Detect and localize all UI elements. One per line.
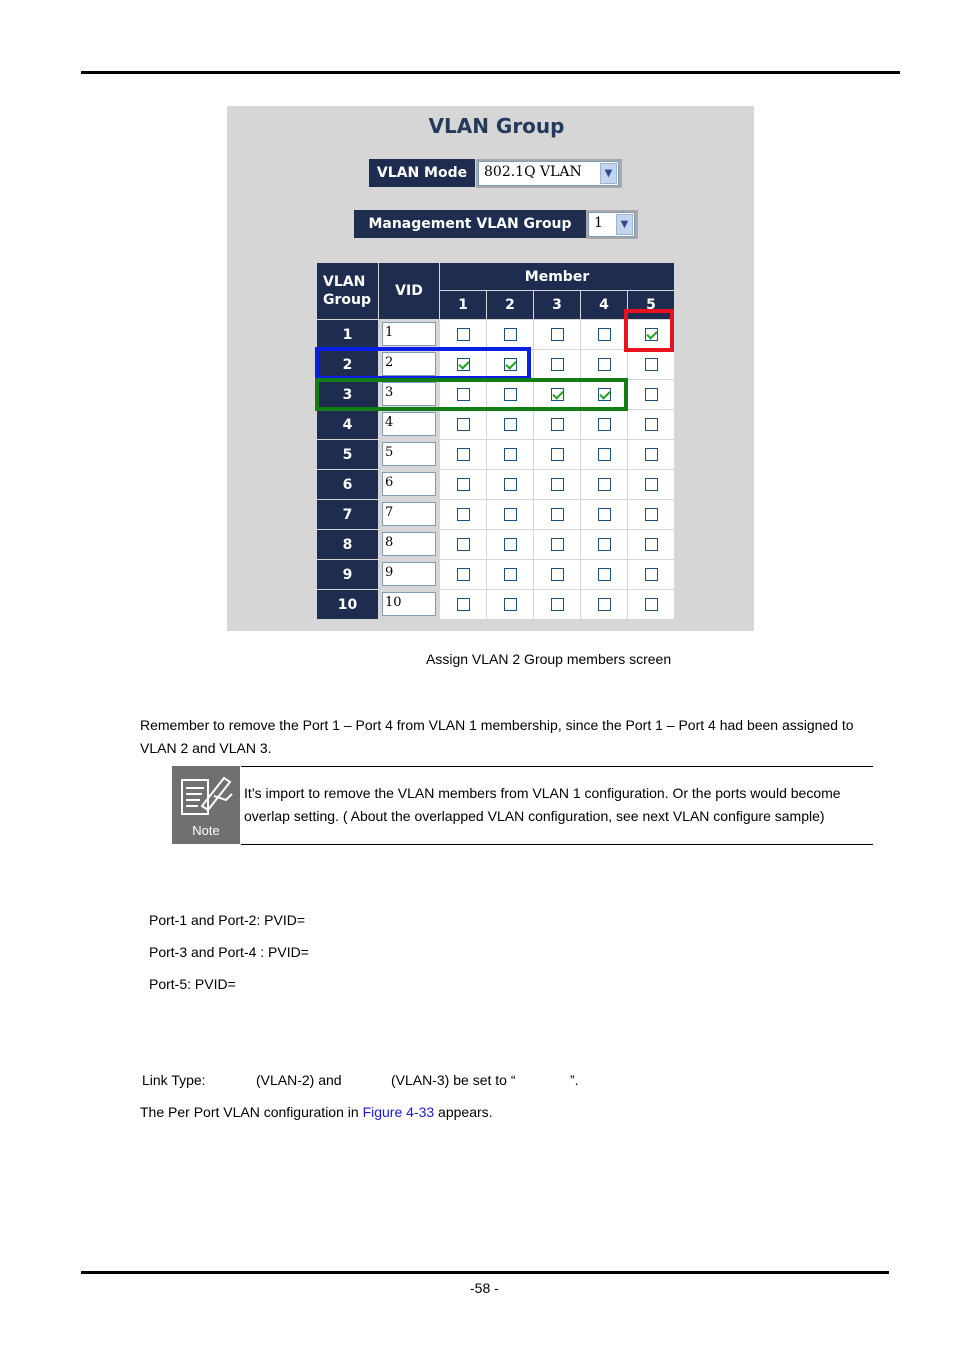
member-checkbox-port-4[interactable] — [598, 598, 611, 611]
member-checkbox-port-1[interactable] — [457, 538, 470, 551]
member-checkbox-port-1[interactable] — [457, 508, 470, 521]
table-row — [317, 320, 675, 350]
vid-input[interactable]: 3 — [382, 382, 436, 406]
highlight-vlan2-row — [315, 347, 531, 380]
member-checkbox-port-3[interactable] — [551, 568, 564, 581]
member-checkbox-port-3[interactable] — [551, 478, 564, 491]
pvid-line-3: Port-5: PVID= — [149, 976, 236, 992]
vlan-group-number: 6 — [317, 470, 379, 500]
linktype-end: ”. — [570, 1072, 579, 1088]
table-row — [317, 560, 675, 590]
member-checkbox-port-3[interactable] — [551, 538, 564, 551]
vlan-group-number: 1 — [317, 320, 379, 350]
member-cell — [628, 590, 675, 620]
member-checkbox-port-4[interactable] — [598, 418, 611, 431]
member-cell — [534, 470, 581, 500]
management-vlan-value: 1 — [594, 215, 603, 231]
member-checkbox-port-2[interactable] — [504, 418, 517, 431]
member-checkbox-port-4[interactable] — [598, 538, 611, 551]
member-cell — [440, 590, 487, 620]
vlan-mode-select[interactable] — [478, 161, 619, 186]
member-cell — [440, 530, 487, 560]
member-cell — [487, 560, 534, 590]
member-checkbox-port-3[interactable] — [551, 328, 564, 341]
member-cell — [487, 320, 534, 350]
figure-link[interactable]: Figure 4-33 — [362, 1104, 435, 1120]
member-checkbox-port-2[interactable] — [504, 538, 517, 551]
member-cell — [581, 530, 628, 560]
vid-cell — [379, 500, 440, 530]
vlan-group-number: 4 — [317, 410, 379, 440]
highlight-vlan3-row — [315, 378, 628, 411]
member-cell — [534, 440, 581, 470]
member-cell — [581, 320, 628, 350]
member-cell — [628, 350, 675, 380]
member-checkbox-port-3[interactable] — [551, 448, 564, 461]
vid-input[interactable]: 8 — [382, 532, 436, 556]
member-checkbox-port-4[interactable] — [598, 478, 611, 491]
vid-cell — [379, 470, 440, 500]
col-header-port-1: 1 — [440, 291, 487, 320]
vlan-group-title: VLAN Group — [428, 114, 565, 138]
member-checkbox-port-5[interactable] — [645, 448, 658, 461]
vid-input[interactable]: 10 — [382, 592, 436, 616]
member-cell — [581, 350, 628, 380]
member-checkbox-port-3[interactable] — [551, 508, 564, 521]
member-checkbox-port-5[interactable] — [645, 538, 658, 551]
col-header-vlan-group — [317, 263, 379, 320]
member-checkbox-port-1[interactable] — [457, 568, 470, 581]
member-checkbox-port-4[interactable] — [598, 328, 611, 341]
vlan-member-table — [316, 262, 675, 620]
member-cell — [534, 500, 581, 530]
figure-caption: Assign VLAN 2 Group members screen — [426, 651, 672, 667]
chevron-down-icon: ▼ — [600, 163, 617, 184]
member-cell — [628, 380, 675, 410]
management-vlan-label: Management VLAN Group — [354, 210, 586, 238]
member-cell — [628, 470, 675, 500]
table-row — [317, 470, 675, 500]
table-row — [317, 530, 675, 560]
note-top-rule — [241, 766, 873, 767]
member-cell — [581, 410, 628, 440]
vid-input[interactable]: 2 — [382, 352, 436, 376]
col-header-port-3: 3 — [534, 291, 581, 320]
member-cell — [440, 320, 487, 350]
member-cell — [487, 410, 534, 440]
table-row — [317, 440, 675, 470]
member-checkbox-port-5[interactable] — [645, 418, 658, 431]
member-cell — [440, 410, 487, 440]
col-header-port-4: 4 — [581, 291, 628, 320]
table-row — [317, 500, 675, 530]
member-checkbox-port-2[interactable] — [504, 478, 517, 491]
member-checkbox-port-3[interactable] — [551, 358, 564, 371]
member-checkbox-port-1[interactable] — [457, 328, 470, 341]
highlight-vlan1-port5 — [624, 309, 674, 352]
member-cell — [440, 500, 487, 530]
footer-rule — [81, 1271, 889, 1274]
member-checkbox-port-4[interactable] — [598, 358, 611, 371]
perport-before: The Per Port VLAN configuration in — [140, 1104, 363, 1120]
member-cell — [487, 470, 534, 500]
pvid-line-1: Port-1 and Port-2: PVID= — [149, 912, 306, 928]
vlan-mode-value: 802.1Q VLAN — [484, 164, 582, 180]
vlan-group-number: 2 — [317, 350, 379, 380]
management-vlan-select[interactable] — [588, 212, 635, 237]
member-checkbox-port-5[interactable] — [645, 478, 658, 491]
vid-cell — [379, 440, 440, 470]
vid-input[interactable]: 1 — [382, 322, 436, 346]
member-cell — [534, 410, 581, 440]
member-checkbox-port-1[interactable] — [457, 598, 470, 611]
chevron-down-icon: ▼ — [616, 214, 633, 235]
member-cell — [581, 560, 628, 590]
col-header-port-2: 2 — [487, 291, 534, 320]
member-checkbox-port-3[interactable] — [551, 598, 564, 611]
vid-cell — [379, 320, 440, 350]
perport-after: appears. — [434, 1104, 493, 1120]
vid-input[interactable]: 5 — [382, 442, 436, 466]
vid-cell — [379, 530, 440, 560]
member-cell — [581, 500, 628, 530]
member-checkbox-port-4[interactable] — [598, 448, 611, 461]
vid-input[interactable]: 6 — [382, 472, 436, 496]
linktype-vlan2: (VLAN-2) and — [256, 1072, 342, 1088]
member-checkbox-port-2[interactable] — [504, 508, 517, 521]
member-cell — [440, 560, 487, 590]
vlan-group-number: 7 — [317, 500, 379, 530]
member-cell — [581, 470, 628, 500]
member-checkbox-port-3[interactable] — [551, 418, 564, 431]
member-cell — [534, 590, 581, 620]
member-cell — [628, 440, 675, 470]
member-cell — [487, 530, 534, 560]
member-cell — [628, 500, 675, 530]
member-checkbox-port-2[interactable] — [504, 448, 517, 461]
pvid-line-2: Port-3 and Port-4 : PVID= — [149, 944, 309, 960]
member-checkbox-port-1[interactable] — [457, 478, 470, 491]
page-number: -58 - — [470, 1280, 499, 1296]
member-checkbox-port-4[interactable] — [598, 568, 611, 581]
member-cell — [581, 590, 628, 620]
member-cell — [628, 560, 675, 590]
vid-cell — [379, 560, 440, 590]
linktype-vlan3: (VLAN-3) be set to “ — [391, 1072, 516, 1088]
member-cell — [487, 590, 534, 620]
member-checkbox-port-5[interactable] — [645, 568, 658, 581]
note-icon — [172, 766, 240, 844]
vid-input[interactable]: 9 — [382, 562, 436, 586]
member-cell — [487, 440, 534, 470]
vlan-group-number: 3 — [317, 380, 379, 410]
vid-input[interactable]: 4 — [382, 412, 436, 436]
member-cell — [628, 530, 675, 560]
table-row — [317, 410, 675, 440]
member-checkbox-port-1[interactable] — [457, 418, 470, 431]
vlan-group-number: 8 — [317, 530, 379, 560]
col-header-group: Group — [323, 292, 372, 308]
member-cell — [440, 470, 487, 500]
member-cell — [628, 410, 675, 440]
note-bottom-rule — [241, 844, 873, 845]
member-checkbox-port-5[interactable] — [645, 358, 658, 371]
note-text: It’s import to remove the VLAN members from VLAN 1 configuration. Or the ports would become overlap setting. ( About the overlapped VLAN configuration, see next VLAN configure sample) — [244, 785, 841, 824]
member-checkbox-port-2[interactable] — [504, 328, 517, 341]
member-checkbox-port-2[interactable] — [504, 598, 517, 611]
member-checkbox-port-4[interactable] — [598, 508, 611, 521]
col-header-port-5: 5 — [628, 291, 675, 320]
member-checkbox-port-1[interactable] — [457, 448, 470, 461]
vid-cell — [379, 410, 440, 440]
member-cell — [534, 530, 581, 560]
member-checkbox-port-5[interactable] — [645, 508, 658, 521]
member-cell — [534, 560, 581, 590]
member-cell — [440, 440, 487, 470]
col-header-vlan: VLAN — [323, 274, 366, 290]
vlan-group-number: 5 — [317, 440, 379, 470]
pencil-paper-icon — [172, 766, 240, 826]
col-header-vid: VID — [379, 263, 440, 320]
col-header-member: Member — [440, 263, 675, 291]
vid-cell — [379, 590, 440, 620]
member-cell — [534, 350, 581, 380]
vlan-mode-label: VLAN Mode — [369, 159, 475, 187]
member-cell — [534, 320, 581, 350]
vlan-group-number: 9 — [317, 560, 379, 590]
header-rule — [81, 71, 900, 74]
body-paragraph: Remember to remove the Port 1 – Port 4 from VLAN 1 membership, since the Port 1 – Port 4 had been assigned to VLAN 2 and VLAN 3. — [140, 717, 854, 756]
perport-sentence — [140, 1103, 493, 1121]
note-icon-label: Note — [192, 823, 220, 838]
vlan-group-screenshot — [227, 106, 754, 631]
vid-input[interactable]: 7 — [382, 502, 436, 526]
member-cell — [487, 500, 534, 530]
member-checkbox-port-2[interactable] — [504, 568, 517, 581]
table-row — [317, 590, 675, 620]
member-checkbox-port-5[interactable] — [645, 388, 658, 401]
member-checkbox-port-5[interactable] — [645, 598, 658, 611]
member-cell — [581, 440, 628, 470]
vlan-group-number: 10 — [317, 590, 379, 620]
linktype-label: Link Type: — [142, 1072, 206, 1088]
